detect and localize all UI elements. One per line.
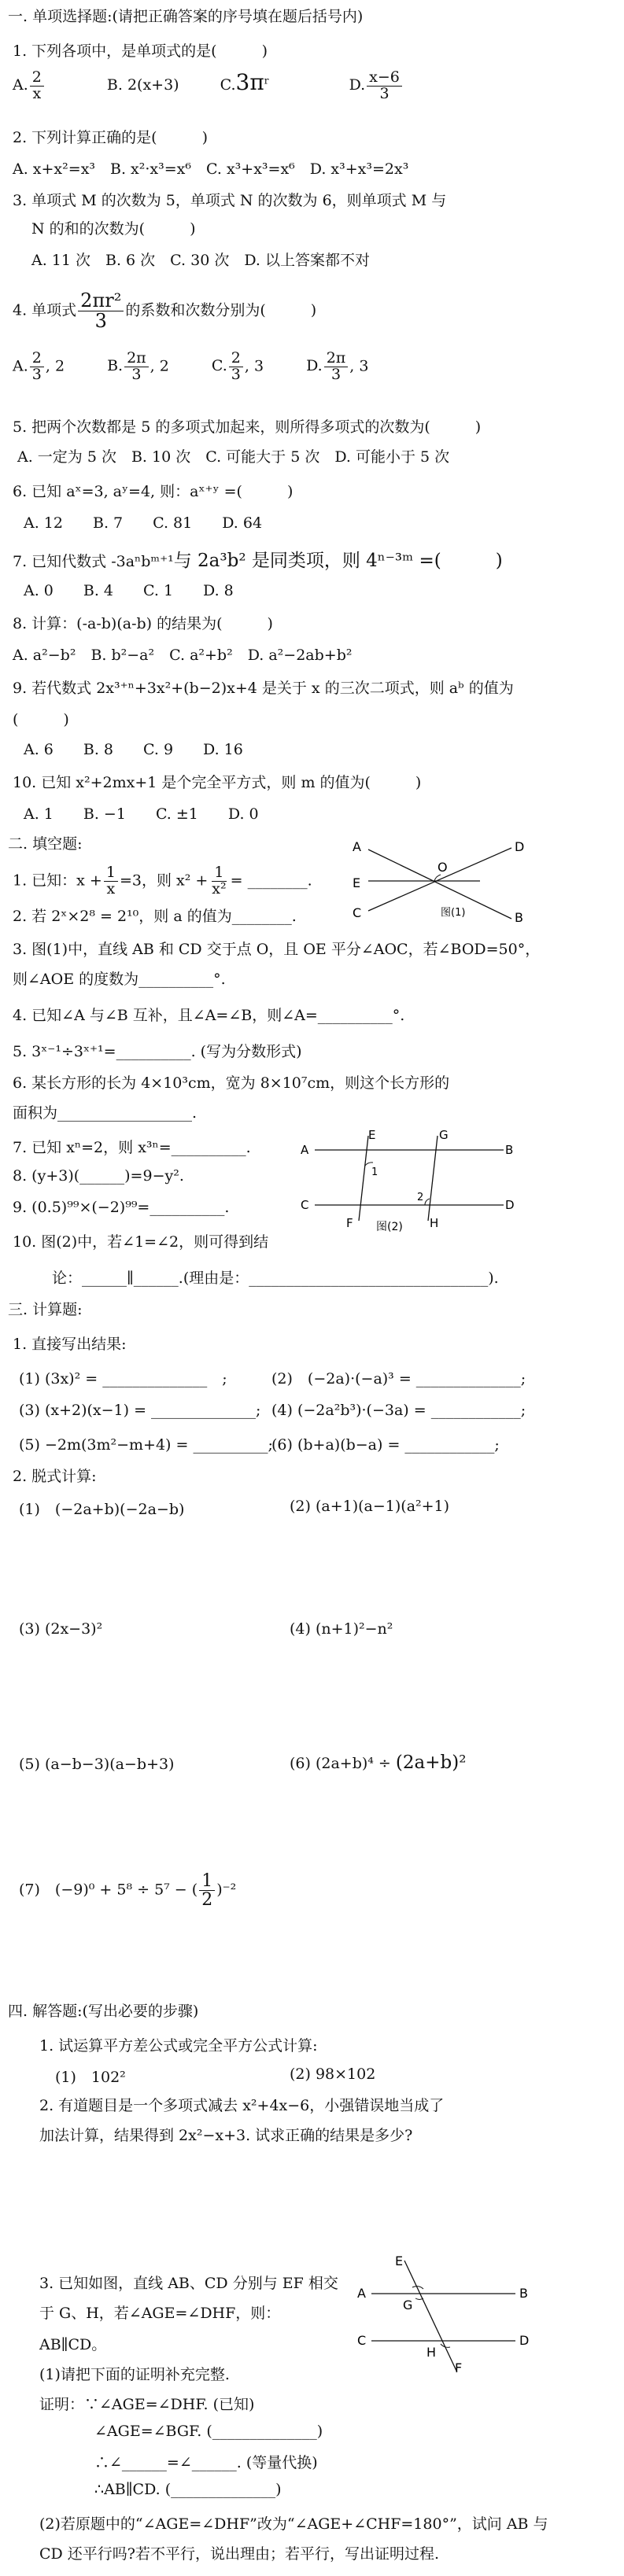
option-a-fraction: $\frac{2}{x}$ [30,70,44,102]
figure-1 [346,834,535,928]
p4-proof-2: ∠AGE=∠BGF. (______________) [94,2423,323,2440]
p3-r3b: (6) (b+a)(b−a) = ____________; [271,1436,500,1454]
q2-10-line1: 10. 图(2)中，若∠1=∠2，则可得到结 [13,1233,269,1251]
p3-c2: (2) (a+1)(a−1)(a²+1) [290,1498,450,1515]
q1-6-stem: 6. 已知 aˣ=3, aʸ=4, 则：aˣ⁺ʸ =( ) [13,483,294,500]
q2-1: 1. 已知：x + $\frac{1}{x}$ =3，则 x² + $\frac{1}{\text{x²}}$ = ________. [13,864,312,897]
p4-q3-part2-line2: CD 还平行吗?若不平行，说出理由；若平行，写出证明过程. [39,2545,440,2563]
q1-8-options: A. a²−b² B. b²−a² C. a²+b² D. a²−2ab+b² [13,647,353,664]
q1-10-stem: 10. 已知 x²+2mx+1 是个完全平方式，则 m 的值为( ) [13,774,422,791]
q1-10-options: A. 1 B. −1 C. ±1 D. 0 [24,805,259,823]
fig3-label-e: E [395,2254,404,2268]
q1-9-options: A. 6 B. 8 C. 9 D. 16 [24,741,243,758]
fig2-label-g: G [439,1130,449,1142]
fig2-caption: 图(2) [376,1221,403,1232]
q2-8: 8. (y+3)(______)=9−y². [13,1167,184,1185]
q1-3-line1: 3. 单项式 M 的次数为 5，单项式 N 的次数为 6，则单项式 M 与 [13,192,447,209]
figure-3 [354,2250,543,2375]
fig3-label-g: G [403,2298,413,2313]
q2-9: 9. (0.5)⁹⁹×(−2)⁹⁹=__________. [13,1199,230,1216]
q1-1-options [13,69,404,101]
q1-5-options: A. 一定为 5 次 B. 10 次 C. 可能大于 5 次 D. 可能小于 5 次 [17,448,450,466]
q1-9-line2: ( ) [13,711,69,728]
q2-6-line1: 6. 某长方形的长为 4×10³cm，宽为 8×10⁷cm，则这个长方形的 [13,1074,450,1092]
part3-sub1: 1. 直接写出结果: [13,1336,127,1353]
fig3-label-c: C [357,2333,367,2348]
q2-4: 4. 已知∠A 与∠B 互补，且∠A=∠B，则∠A=__________°. [13,1007,405,1024]
p4-proof-1: 证明：∵∠AGE=∠DHF. (已知) [39,2396,255,2413]
fig3-label-h: H [426,2345,437,2360]
option-b: B. 2(x+3) [106,76,179,94]
p4-q1a: (1) 102² [55,2069,126,2086]
q1-2-stem: 2. 下列计算正确的是( ) [13,129,208,146]
q2-2: 2. 若 2ˣ×2⁸ = 2¹⁰，则 a 的值为________. [13,908,297,925]
fig1-label-c: C [353,905,362,920]
option-c-sup: r [264,75,269,87]
part1-heading: 一. 单项选择题:(请把正确答案的序号填在题后括号内) [8,8,364,25]
q2-5: 5. 3ˣ⁻¹÷3ˣ⁺¹=__________. (写为分数形式) [13,1043,302,1060]
part3-sub2: 2. 脱式计算: [13,1468,97,1485]
fig2-label-c: C [301,1198,309,1212]
fig1-label-o: O [438,860,448,875]
p4-q1: 1. 试运算平方差公式或完全平方公式计算: [39,2037,318,2055]
p4-proof-4: ∴AB∥CD. (______________) [94,2481,282,2498]
p4-q1b: (2) 98×102 [290,2066,376,2083]
fig2-label-f: F [346,1216,353,1230]
p3-r2a: (3) (x+2)(x−1) = ______________; [19,1402,261,1419]
fig2-label-a: A [301,1143,309,1157]
fig2-angle-1: 1 [371,1166,378,1178]
q1-3-line2: N 的和的次数为( ) [31,220,196,238]
part2-heading: 二. 填空题: [8,835,83,853]
fig3-label-f: F [455,2360,463,2375]
q1-8-stem: 8. 计算：(-a-b)(a-b) 的结果为( ) [13,615,273,632]
p4-q3-line1: 3. 已知如图，直线 AB、CD 分别与 EF 相交 [39,2275,338,2292]
part3-heading: 三. 计算题: [8,1301,83,1318]
q2-3-line1: 3. 图(1)中，直线 AB 和 CD 交于点 O，且 OE 平分∠AOC，若∠BOD=50°， [13,941,541,958]
fig1-label-a: A [353,839,361,854]
q1-6-options: A. 12 B. 7 C. 81 D. 64 [24,514,263,532]
p3-c6: (6) (2a+b)⁴ ÷ (2a+b)² [290,1752,467,1773]
fig2-label-e: E [368,1130,376,1142]
p3-r3a: (5) −2m(3m²−m+4) = __________; [19,1436,273,1454]
q1-2-options: A. x+x²=x³ B. x²·x³=x⁶ C. x³+x³=x⁶ D. x³+x³=2x³ [13,160,409,178]
p3-r1a: (1) (3x)² = ______________ ; [19,1370,227,1388]
q1-4-options: A. $\frac{2}{3}$ , 2 B. $\frac{2\pi}{3}$ , 2 C. $\frac{2}{3}$ , 3 D. $\frac{2\pi}{3}$ , 3 [13,349,369,383]
fig3-label-b: B [519,2286,528,2301]
fig3-label-d: D [519,2333,530,2348]
fig2-label-h: H [430,1216,439,1230]
p4-q2-line1: 2. 有道题目是一个多项式减去 x²+4x−6，小强错误地当成了 [39,2097,445,2114]
p3-c1: (1) (−2a+b)(−2a−b) [19,1501,185,1518]
fig1-label-e: E [353,875,361,890]
p4-q2-line2: 加法计算，结果得到 2x²−x+3. 试求正确的结果是多少? [39,2127,413,2144]
fig2-label-d: D [505,1198,515,1212]
fig2-label-b: B [505,1143,514,1157]
part4-heading: 四. 解答题:(写出必要的步骤) [8,2003,199,2020]
q1-9-line1: 9. 若代数式 2x³⁺ⁿ+3x²+(b−2)x+4 是关于 x 的三次二项式，则 aᵇ 的值为 [13,680,514,697]
fig2-angle-2: 2 [417,1192,424,1203]
option-c-label: C. [220,76,236,94]
option-d-label: D. [349,76,366,94]
q1-7-options: A. 0 B. 4 C. 1 D. 8 [24,582,234,599]
option-d-fraction: $\frac{x-6}{3}$ [367,70,402,102]
q4-monomial: $\frac{\text{2πr²}}{3}$ [78,291,124,331]
figure-2 [299,1130,519,1232]
p4-q3-part2-line1: (2)若原题中的“∠AGE=∠DHF”改为“∠AGE+∠CHF=180°”，试问 AB 与 [39,2515,548,2533]
fig3-label-a: A [357,2286,366,2301]
q2-7: 7. 已知 xⁿ=2，则 x³ⁿ=__________. [13,1139,251,1156]
p4-q3-line2: 于 G、H，若∠AGE=∠DHF，则： [39,2305,281,2322]
q1-7-stem: 7. 已知代数式 -3aⁿbᵐ⁺¹与 2a³b² 是同类项，则 4ⁿ⁻³ᵐ =( ) [13,551,503,571]
option-c-value: 3π [235,69,264,95]
option-a-label: A. [13,76,28,94]
q1-4-stem: 4. 单项式 $\frac{\text{2πr²}}{3}$ 的系数和次数分别为( ) [13,289,317,333]
fig1-caption: 图(1) [441,907,466,919]
q2-3-line2: 则∠AOE 的度数为__________°. [13,971,226,988]
q2-6-line2: 面积为__________________. [13,1104,198,1122]
p4-q3-line4: (1)请把下面的证明补充完整. [39,2366,230,2383]
p4-q3-line3: AB∥CD。 [39,2336,107,2353]
p3-c4: (4) (n+1)²−n² [290,1620,393,1638]
q1-5-stem: 5. 把两个次数都是 5 的多项式加起来，则所得多项式的次数为( ) [13,418,482,436]
p3-c3: (3) (2x−3)² [19,1620,103,1638]
p3-c5: (5) (a−b−3)(a−b+3) [19,1756,175,1773]
p4-proof-3: ∴∠______=∠______. (等量代换) [94,2454,318,2471]
fig1-label-b: B [515,910,523,925]
p3-c7: (7) (−9)⁰ + 5⁸ ÷ 5⁷ − ( $\frac{1}{2}$ )⁻² [19,1871,237,1911]
p3-r1b: (2) (−2a)·(−a)³ = ______________; [271,1370,526,1388]
q2-10-line2: 论：______∥______.(理由是：________________________________). [52,1270,499,1287]
p3-r2b: (4) (−2a²b³)·(−3a) = ____________; [271,1402,526,1419]
q1-1-stem: 1. 下列各项中，是单项式的是( ) [13,42,268,60]
q1-3-options: A. 11 次 B. 6 次 C. 30 次 D. 以上答案都不对 [31,252,370,269]
fig1-label-d: D [515,839,525,854]
